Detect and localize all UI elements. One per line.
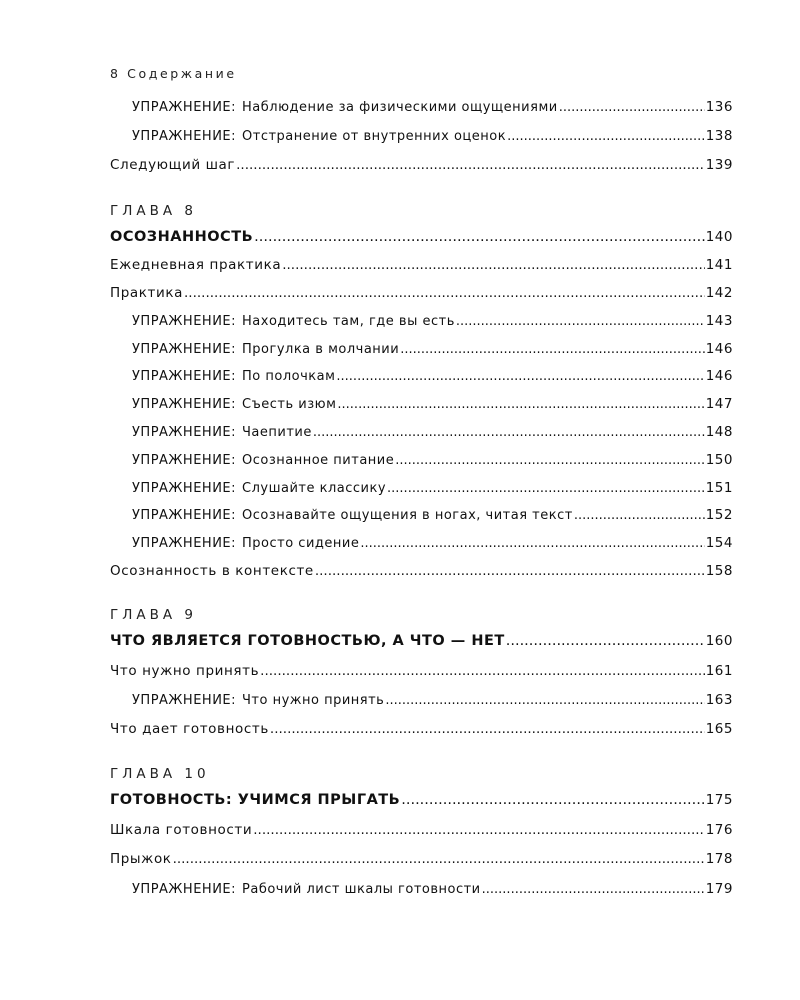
entry-page: 178 (705, 851, 733, 867)
entry-page: 147 (705, 396, 733, 412)
entry-title: Прыжок (110, 851, 172, 867)
toc-entry[interactable] (132, 480, 733, 500)
entry-page: 161 (705, 663, 733, 679)
entry-page: 176 (705, 822, 733, 838)
toc-entry[interactable] (110, 721, 733, 741)
dot-leader (395, 453, 704, 468)
exercise-label: УПРАЖНЕНИЕ: (132, 481, 237, 496)
toc-entry[interactable] (110, 257, 733, 277)
entry-title: Ежедневная практика (110, 257, 282, 273)
dot-leader (315, 563, 705, 579)
dot-leader (482, 882, 705, 897)
chapter-label: ГЛАВА 8 (110, 203, 197, 219)
entry-page: 179 (705, 881, 733, 897)
toc-page (110, 0, 733, 1000)
entry-title: Чаепитие (242, 425, 312, 440)
entry-title: Прогулка в молчании (242, 342, 400, 357)
exercise-label: УПРАЖНЕНИЕ: (132, 508, 237, 523)
entry-title: Осознанное питание (242, 453, 395, 468)
entry-page: 148 (705, 424, 733, 440)
chapter-title: ЧТО ЯВЛЯЕТСЯ ГОТОВНОСТЬЮ, А ЧТО — НЕТ (110, 633, 505, 649)
entry-title: Слушайте классику (242, 481, 387, 496)
entry-title: Что нужно принять (110, 663, 260, 679)
toc-entry[interactable] (132, 535, 733, 555)
toc-entry[interactable] (110, 663, 733, 683)
dot-leader (456, 314, 705, 329)
exercise-label: УПРАЖНЕНИЕ: (132, 342, 237, 357)
dot-leader (173, 851, 705, 867)
chapter-title-entry[interactable] (110, 792, 733, 812)
entry-page: 150 (705, 452, 733, 468)
entry-title: Находитесь там, где вы есть (242, 314, 455, 329)
exercise-label: УПРАЖНЕНИЕ: (132, 369, 237, 384)
toc-entry[interactable] (132, 368, 733, 388)
chapter-label: ГЛАВА 10 (110, 766, 210, 782)
exercise-label: УПРАЖНЕНИЕ: (132, 425, 237, 440)
dot-leader (400, 342, 705, 357)
exercise-label: УПРАЖНЕНИЕ: (132, 129, 237, 144)
exercise-label: УПРАЖНЕНИЕ: (132, 536, 237, 551)
entry-title: Что нужно принять (242, 693, 385, 708)
entry-title: Просто сидение (242, 536, 360, 551)
chapter-title: ОСОЗНАННОСТЬ (110, 229, 254, 245)
entry-title: Осознавайте ощущения в ногах, читая текст (242, 508, 573, 523)
chapter-title-entry[interactable] (110, 633, 733, 653)
page-number: 8 (110, 66, 121, 81)
entry-page: 163 (705, 692, 733, 708)
chapter-title: ГОТОВНОСТЬ: УЧИМСЯ ПРЫГАТЬ (110, 792, 401, 808)
entry-page: 151 (705, 480, 733, 496)
dot-leader (282, 257, 705, 273)
toc-entry[interactable] (132, 341, 733, 361)
entry-title: Отстранение от внутренних оценок (242, 129, 507, 144)
dot-leader (360, 536, 704, 551)
dot-leader (574, 508, 705, 523)
dot-leader (254, 229, 705, 245)
dot-leader (184, 285, 705, 301)
entry-page: 175 (705, 792, 733, 808)
dot-leader (387, 481, 705, 496)
dot-leader (236, 157, 705, 173)
toc-entry[interactable] (110, 285, 733, 305)
toc-entry[interactable] (132, 507, 733, 527)
dot-leader (559, 100, 705, 115)
toc-entry[interactable] (132, 881, 733, 901)
toc-entry[interactable] (110, 851, 733, 871)
exercise-label: УПРАЖНЕНИЕ: (132, 453, 237, 468)
dot-leader (401, 792, 704, 808)
chapter-label: ГЛАВА 9 (110, 607, 197, 623)
entry-page: 158 (705, 563, 733, 579)
dot-leader (337, 397, 704, 412)
entry-page: 152 (705, 507, 733, 523)
exercise-label: УПРАЖНЕНИЕ: (132, 882, 237, 897)
entry-title: По полочкам (242, 369, 336, 384)
toc-entry[interactable] (132, 396, 733, 416)
entry-title: Следующий шаг (110, 157, 236, 173)
entry-page: 138 (705, 128, 733, 144)
toc-entry[interactable] (132, 424, 733, 444)
entry-page: 141 (705, 257, 733, 273)
entry-title: Практика (110, 285, 184, 301)
exercise-label: УПРАЖНЕНИЕ: (132, 100, 237, 115)
entry-page: 160 (705, 633, 733, 649)
toc-entry[interactable] (132, 128, 733, 148)
toc-entry[interactable] (132, 99, 733, 119)
dot-leader (507, 129, 705, 144)
entry-page: 140 (705, 229, 733, 245)
entry-page: 154 (705, 535, 733, 551)
toc-entry[interactable] (132, 313, 733, 333)
exercise-label: УПРАЖНЕНИЕ: (132, 397, 237, 412)
entry-title: Рабочий лист шкалы готовности (242, 882, 481, 897)
dot-leader (260, 663, 705, 679)
toc-entry[interactable] (110, 157, 733, 177)
dot-leader (506, 633, 705, 649)
entry-page: 143 (705, 313, 733, 329)
entry-page: 142 (705, 285, 733, 301)
entry-page: 165 (705, 721, 733, 737)
entry-page: 136 (705, 99, 733, 115)
dot-leader (336, 369, 704, 384)
dot-leader (270, 721, 705, 737)
entry-title: Осознанность в контексте (110, 563, 314, 579)
running-head-section: Содержание (127, 66, 237, 81)
dot-leader (385, 693, 704, 708)
dot-leader (313, 425, 705, 440)
entry-title: Шкала готовности (110, 822, 253, 838)
toc-entry[interactable] (132, 692, 733, 712)
entry-title: Что дает готовность (110, 721, 269, 737)
entry-page: 146 (705, 368, 733, 384)
toc-entry[interactable] (110, 563, 733, 583)
entry-page: 146 (705, 341, 733, 357)
toc-entry[interactable] (132, 452, 733, 472)
entry-title: Съесть изюм (242, 397, 337, 412)
toc-entry[interactable] (110, 822, 733, 842)
exercise-label: УПРАЖНЕНИЕ: (132, 693, 237, 708)
entry-page: 139 (705, 157, 733, 173)
running-head (110, 66, 237, 81)
chapter-title-entry[interactable] (110, 229, 733, 249)
entry-title: Наблюдение за физическими ощущениями (242, 100, 558, 115)
exercise-label: УПРАЖНЕНИЕ: (132, 314, 237, 329)
dot-leader (253, 822, 704, 838)
